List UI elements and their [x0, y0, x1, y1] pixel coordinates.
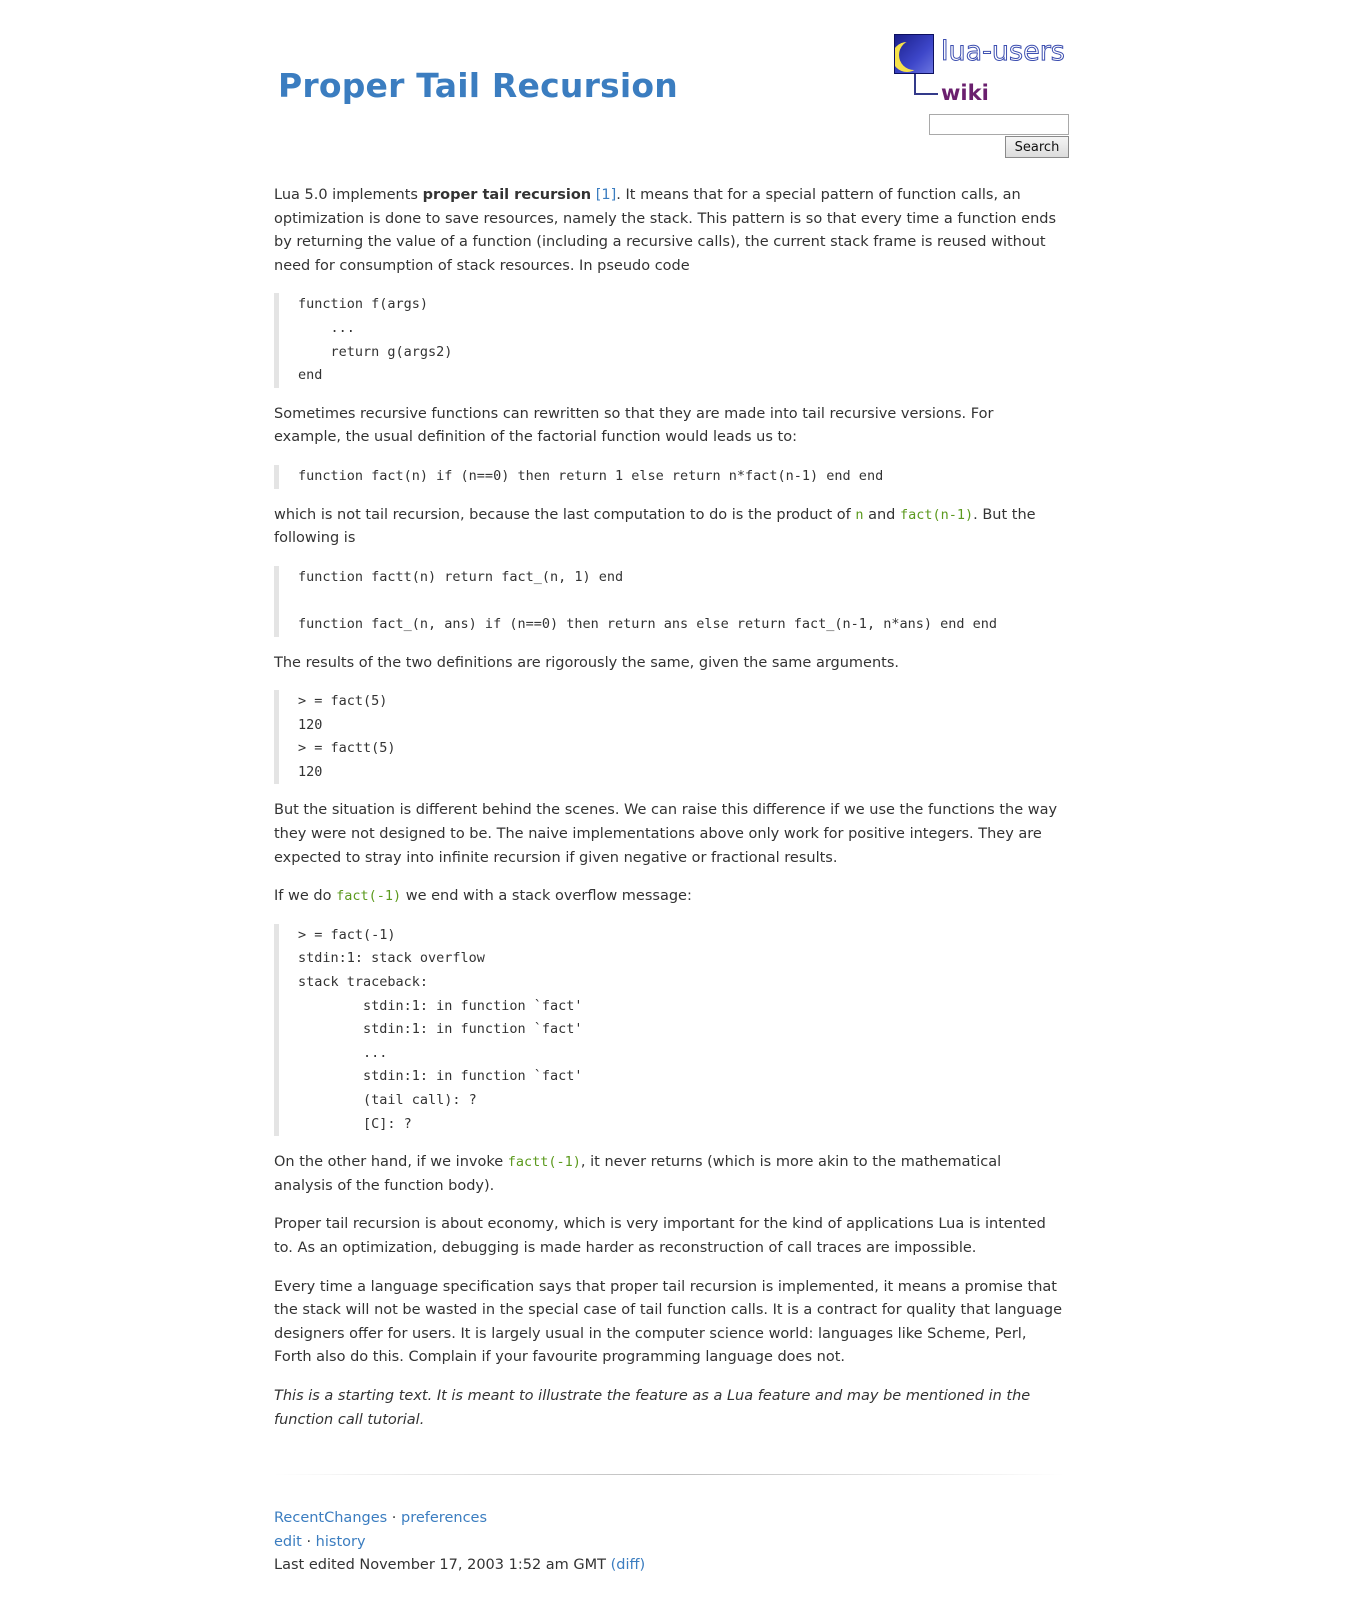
inline-code-factt-neg: factt(-1): [507, 1154, 581, 1171]
inline-code-fact-neg: fact(-1): [336, 888, 402, 905]
last-edited-line: [274, 1554, 645, 1578]
article-body: [274, 184, 1064, 1447]
reference-link-1[interactable]: [1]: [595, 187, 617, 203]
logo-text: lua-users: [941, 36, 1065, 67]
intro-text-2: . It means that for a special pattern of function calls, an optimization is done to save resources, namely the stack. This pattern is so that every time a function ends by returning the value of a function (including a recursive calls), the current stack frame is reused without need for consumption of stack resources. In pseudo code: [274, 187, 1057, 274]
separator-dot: ·: [387, 1510, 402, 1526]
last-edited-text: Last edited November 17, 2003 1:52 am GMT: [274, 1557, 611, 1574]
text: we end with a stack overflow message:: [401, 888, 692, 905]
text: . But the following is: [274, 506, 1036, 547]
paragraph-economy: Proper tail recursion is about economy, which is very important for the kind of applications Lua is intented to. As an optimization, debugging is made harder as reconstruction of call traces are impossible.: [274, 1216, 1046, 1256]
intro-bold-term: proper tail recursion: [422, 187, 592, 203]
intro-paragraph: [274, 184, 1064, 278]
footer: [274, 1507, 645, 1578]
paragraph-situation: But the situation is different behind the scenes. We can raise this difference if we use the functions the way they were not designed to be. The naive implementations above only work for positive integers. They are expected to stray into infinite recursion if given negative or fractional results.: [274, 802, 1058, 866]
recent-changes-link[interactable]: RecentChanges: [274, 1510, 388, 1526]
search-input[interactable]: [929, 114, 1069, 135]
page-title: Proper Tail Recursion: [278, 66, 678, 105]
inline-code-fact: fact(n-1): [899, 506, 974, 523]
code-block-pseudo: function f(args) ... return g(args2) end: [274, 293, 1064, 387]
paragraph-not-tail: [274, 504, 1064, 551]
footer-nav-line-2: [274, 1531, 645, 1555]
paragraph-rewrite: Sometimes recursive functions can rewritten so that they are made into tail recursive versions. For example, the usual definition of the factorial function would leads us to:: [274, 405, 994, 446]
paragraph-fact-negative: [274, 885, 1064, 909]
diff-link[interactable]: (diff): [610, 1557, 646, 1574]
text: , it never returns (which is more akin to the mathematical analysis of the function body).: [274, 1154, 1002, 1194]
paragraph-starting-note: This is a starting text. It is meant to illustrate the feature as a Lua feature and may be mentioned in the function call tutorial.: [274, 1387, 1031, 1428]
logo-wiki-text: wiki: [941, 81, 989, 105]
history-link[interactable]: history: [315, 1533, 366, 1550]
text: which is not tail recursion, because the last computation to do is the product of: [274, 506, 856, 523]
preferences-link[interactable]: preferences: [401, 1510, 488, 1526]
edit-link[interactable]: edit: [274, 1533, 302, 1550]
footer-nav-line-1: [274, 1507, 645, 1531]
moon-icon: [894, 34, 934, 74]
code-block-factt: function factt(n) return fact_(n, 1) end function fact_(n, ans) if (n==0) then return ans else return fact_(n-1, n*ans) end end: [274, 566, 1064, 637]
search-button[interactable]: Search: [1005, 136, 1069, 158]
code-block-results: > = fact(5) 120 > = factt(5) 120: [274, 690, 1064, 784]
code-block-fact: function fact(n) if (n==0) then return 1 else return n*fact(n-1) end end: [274, 465, 1064, 489]
text: On the other hand, if we invoke: [274, 1154, 508, 1171]
intro-text-1: Lua 5.0 implements: [274, 187, 423, 203]
footer-divider: [274, 1474, 1064, 1475]
paragraph-factt-negative: [274, 1151, 1064, 1198]
text: If we do: [274, 888, 337, 905]
lua-users-wiki-logo[interactable]: [894, 34, 1076, 108]
code-block-stack-overflow: > = fact(-1) stdin:1: stack overflow stack traceback: stdin:1: in function `fact' stdin:1: in function `fact' ... stdin:1: in function `fact' (tail call): ? [C]: ?: [274, 924, 1064, 1136]
inline-code-n: n: [855, 506, 864, 523]
paragraph-results: The results of the two definitions are rigorously the same, given the same arguments.: [274, 654, 900, 671]
text: and: [863, 506, 900, 523]
separator-dot: ·: [301, 1533, 316, 1550]
logo-connector-vertical: [914, 74, 916, 95]
paragraph-specification: Every time a language specification says that proper tail recursion is implemented, it means a promise that the stack will not be wasted in the special case of tail function calls. It is a contract for quality that language designers offer for users. It is largely usual in the computer science world: languages like Scheme, Perl, Forth also do this. Complain if your favourite programming language does not.: [274, 1278, 1063, 1366]
logo-connector-horizontal: [914, 93, 938, 95]
